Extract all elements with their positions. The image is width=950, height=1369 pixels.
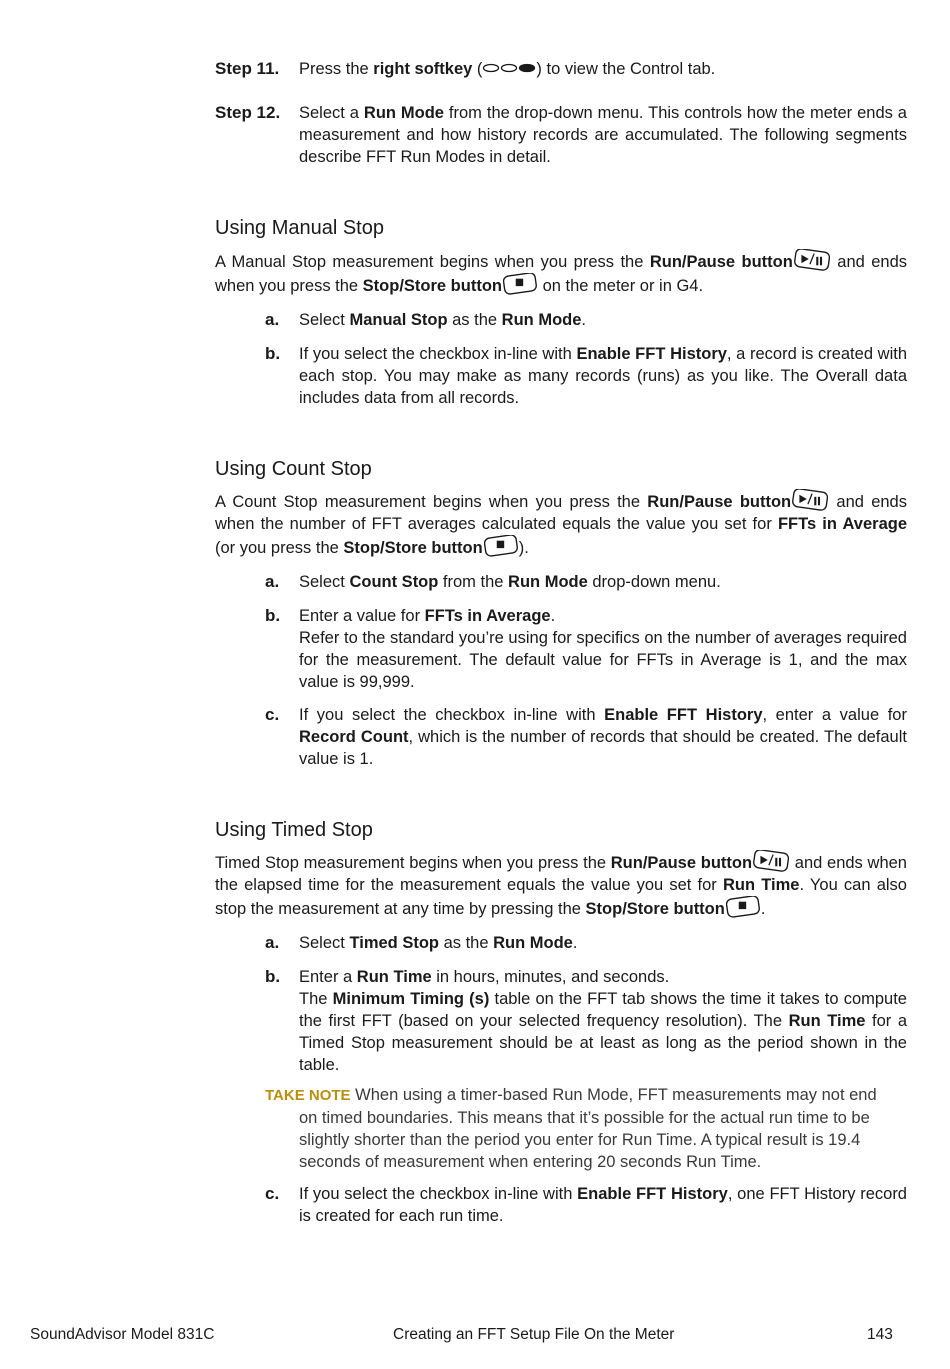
heading-timed-stop: Using Timed Stop <box>215 819 373 841</box>
footer-product: SoundAdvisor Model 831C <box>30 1326 215 1343</box>
timed-stop-intro: Timed Stop measurement begins when you press the Run/Pause button and ends when the elapsed time for the measurement equals the value you set for Run Time. You can also stop the measurement at any time by pressing the Stop/Store button . <box>215 850 907 920</box>
step-12-text: Select a Run Mode from the drop-down menu. This controls how the meter ends a measurement and how history records are accumulated. The following segments describe FFT Run Modes in detail. <box>299 104 907 166</box>
step-11-text: Press the right softkey ( ) to view the Control tab. <box>299 60 716 78</box>
footer-page-number: 143 <box>867 1326 893 1343</box>
heading-count-stop: Using Count Stop <box>215 458 372 480</box>
run-pause-icon <box>753 850 789 872</box>
count-stop-intro: A Count Stop measurement begins when you press the Run/Pause button and ends when the number of FFT averages calculated equals the value you set for FFTs in Average (or you press the Stop/Store button ). <box>215 489 907 559</box>
footer-section-title: Creating an FFT Setup File On the Meter <box>393 1326 675 1343</box>
stop-store-icon <box>484 535 518 557</box>
heading-manual-stop: Using Manual Stop <box>215 217 384 239</box>
take-note-callout: TAKE NOTE When using a timer-based Run Mode, FFT measurements may not end on timed boundaries. This means that it’s possible for the actual run time to be slightly shorter than the period you enter for Run Time. A typical result is 19.4 seconds of measurement when entering 20 seconds Run Time. <box>265 1086 877 1171</box>
step-12-label: Step 12. <box>215 103 281 122</box>
run-pause-icon <box>792 489 828 511</box>
run-pause-icon <box>794 249 830 271</box>
step-11-label: Step 11. <box>215 59 280 78</box>
stop-store-icon <box>503 273 537 295</box>
softkey-row-icon <box>482 61 536 75</box>
manual-stop-intro: A Manual Stop measurement begins when you press the Run/Pause button and ends when you press the Stop/Store button on the meter or in G4. <box>215 249 907 297</box>
stop-store-icon <box>726 896 760 918</box>
take-note-label: TAKE NOTE <box>265 1087 351 1104</box>
